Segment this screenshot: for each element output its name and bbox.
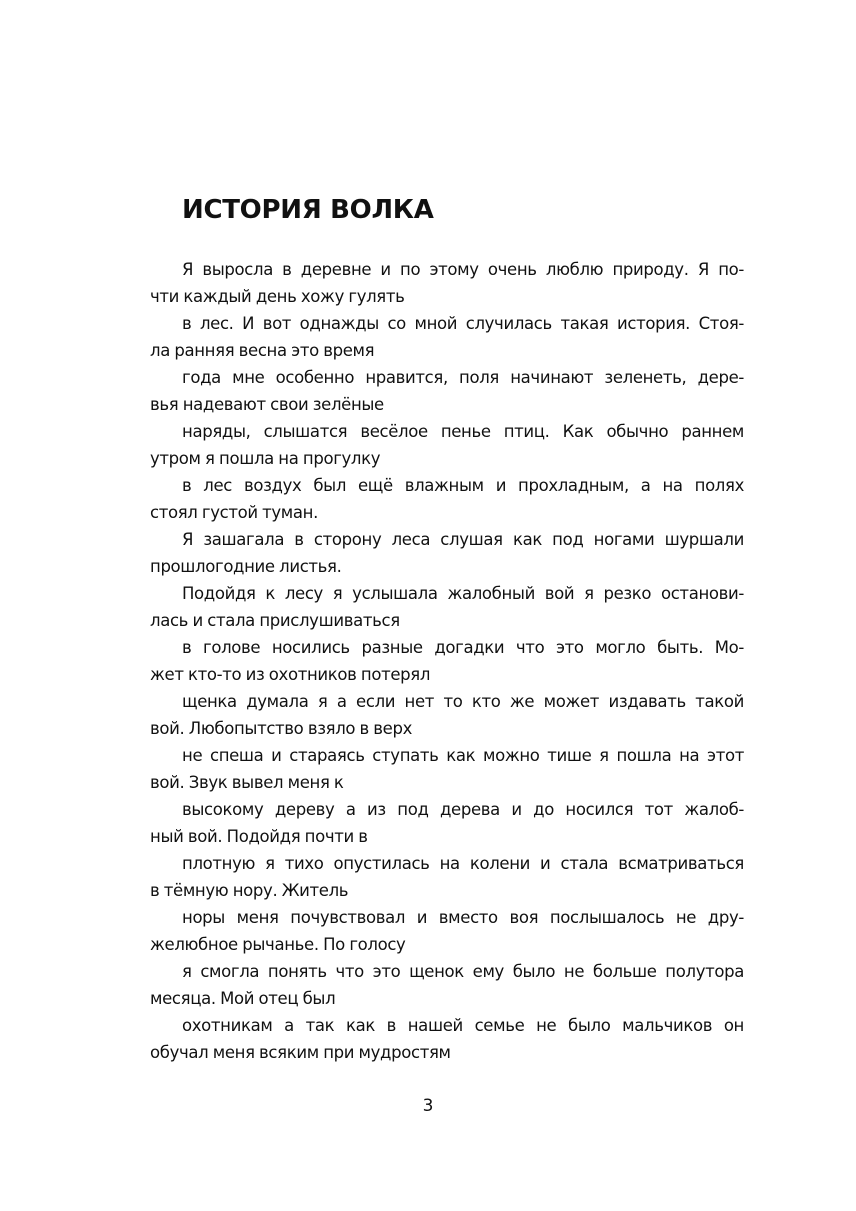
- page-number: 3: [422, 1096, 434, 1116]
- paragraph-line: вой. Звук вывел меня к: [150, 773, 344, 792]
- paragraph-line: я смогла понять что это щенок ему было не больше полутора: [182, 962, 744, 981]
- paragraph-line: вья надевают свои зелёные: [150, 395, 384, 414]
- paragraph-line: вой. Любопытство взяло в верх: [150, 719, 413, 738]
- paragraph-line: утром я пошла на прогулку: [150, 449, 381, 468]
- paragraph: [150, 1012, 744, 1066]
- paragraph: [150, 850, 744, 904]
- paragraph: [150, 796, 744, 850]
- paragraph: [150, 634, 744, 688]
- paragraph-line: Я зашагала в сторону леса слушая как под ногами шуршали: [182, 530, 744, 549]
- paragraph-line: щенка думала я а если нет то кто же может издавать такой: [182, 692, 744, 711]
- paragraph-line: жет кто-то из охотников потерял: [150, 665, 431, 684]
- paragraph: [150, 310, 744, 364]
- paragraph-line: месяца. Мой отец был: [150, 989, 336, 1008]
- paragraph-line: Подойдя к лесу я услышала жалобный вой я резко останови-: [182, 584, 744, 603]
- paragraph-line: чти каждый день хожу гулять: [150, 287, 405, 306]
- paragraph: [150, 256, 744, 310]
- paragraph-line: охотникам а так как в нашей семье не было мальчиков он: [182, 1016, 744, 1035]
- paragraph-line: в лес воздух был ещё влажным и прохладным, а на полях: [182, 476, 744, 495]
- paragraph-line: высокому дереву а из под дерева и до носился тот жалоб-: [182, 800, 744, 819]
- paragraph: [150, 364, 744, 418]
- paragraph-line: желюбное рычанье. По голосу: [150, 935, 406, 954]
- paragraph-line: года мне особенно нравится, поля начинают зеленеть, дере-: [182, 368, 744, 387]
- paragraph: [150, 688, 744, 742]
- chapter-title: ИСТОРИЯ ВОЛКА: [182, 195, 434, 225]
- paragraph-line: в тёмную нору. Житель: [150, 881, 349, 900]
- paragraph: [150, 580, 744, 634]
- paragraph-line: не спеша и стараясь ступать как можно тише я пошла на этот: [182, 746, 744, 765]
- paragraph-line: стоял густой туман.: [150, 503, 318, 522]
- paragraph-line: ла ранняя весна это время: [150, 341, 375, 360]
- paragraph-line: ный вой. Подойдя почти в: [150, 827, 368, 846]
- paragraph: [150, 472, 744, 526]
- paragraph-line: плотную я тихо опустилась на колени и стала всматриваться: [182, 854, 744, 873]
- paragraph-line: лась и стала прислушиваться: [150, 611, 400, 630]
- paragraph-line: обучал меня всяким при мудростям: [150, 1043, 451, 1062]
- paragraph-line: прошлогодние листья.: [150, 557, 342, 576]
- paragraph-line: в лес. И вот однажды со мной случилась такая история. Стоя-: [182, 314, 744, 333]
- paragraph-line: Я выросла в деревне и по этому очень люблю природу. Я по-: [182, 260, 744, 279]
- paragraph-line: в голове носились разные догадки что это могло быть. Мо-: [182, 638, 744, 657]
- paragraph: [150, 742, 744, 796]
- chapter-body: [150, 256, 744, 1066]
- paragraph: [150, 418, 744, 472]
- paragraph-line: норы меня почувствовал и вместо воя послышалось не дру-: [182, 908, 744, 927]
- paragraph: [150, 904, 744, 958]
- paragraph: [150, 526, 744, 580]
- paragraph-line: наряды, слышатся весёлое пенье птиц. Как обычно раннем: [182, 422, 744, 441]
- paragraph: [150, 958, 744, 1012]
